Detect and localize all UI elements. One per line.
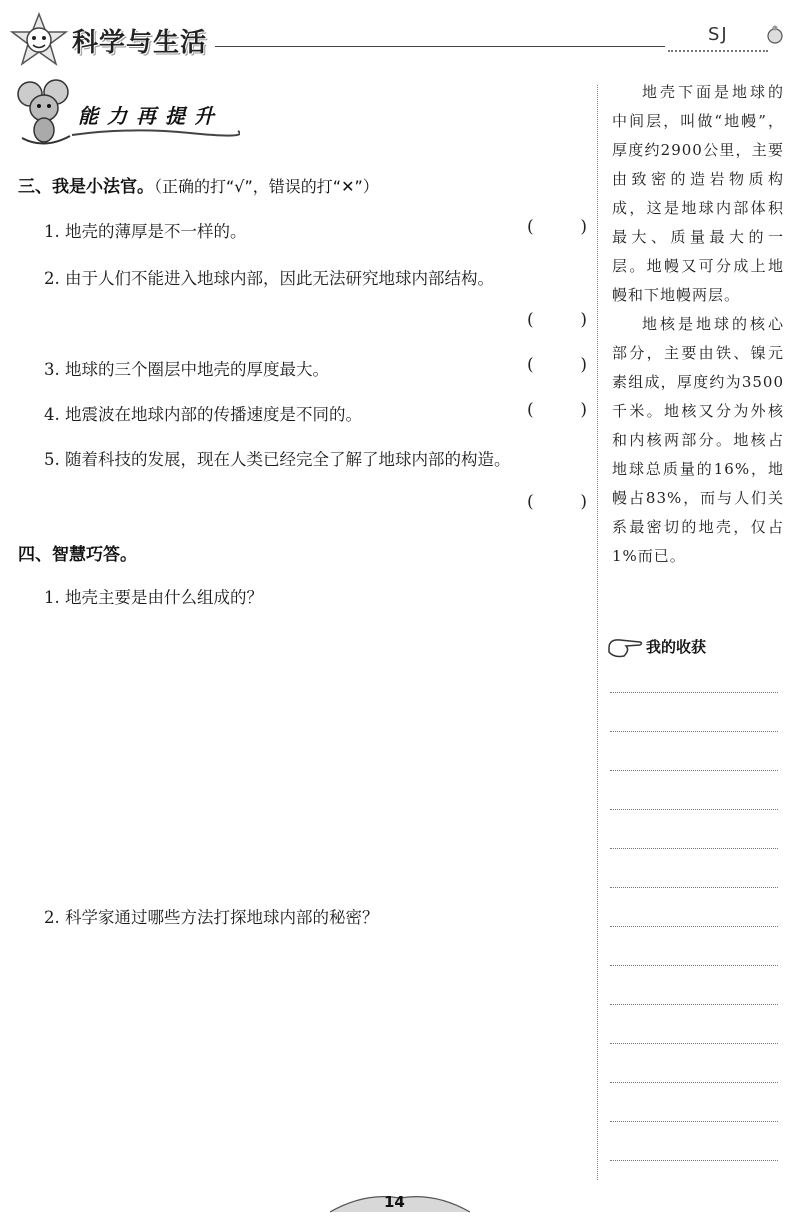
header-dotted-rule: [668, 50, 768, 52]
section-3-heading: [18, 172, 379, 197]
harvest-title: 我的收获: [646, 638, 707, 656]
note-line[interactable]: [610, 926, 778, 927]
banner-underline: [70, 124, 240, 138]
header-title: 科学与生活: [72, 28, 208, 58]
note-line[interactable]: [610, 848, 778, 849]
note-line[interactable]: [610, 1043, 778, 1044]
answer-area-2[interactable]: [44, 934, 584, 1174]
note-line[interactable]: [610, 887, 778, 888]
pointing-hand-icon: [606, 636, 644, 660]
sidebar-reading: [612, 78, 784, 571]
column-divider: [597, 85, 598, 1180]
tf-item-1: 1. 地壳的薄厚是不一样的。: [44, 222, 247, 241]
section-banner-title: 能力再提升: [78, 104, 223, 128]
header-rule: [215, 46, 665, 47]
header-code: SJ: [708, 24, 729, 45]
section-4-heading: 四、智慧巧答。: [18, 545, 137, 565]
note-line[interactable]: [610, 1004, 778, 1005]
answer-area-1[interactable]: [44, 612, 584, 892]
answer-blank-4[interactable]: ( ): [527, 400, 587, 420]
sidebar-paragraph-core: 地核是地球的核心部分，主要由铁、镍元素组成，厚度约为3500千米。地核又分为外核和内核两部分。地核占地球总质量的16%，地幔占83%，而与人们关系最密切的地壳，仅占1%而已。: [612, 315, 784, 565]
section-3-instruction: （正确的打“√”，错误的打“✕”）: [154, 177, 379, 196]
page-number: 14: [384, 1193, 405, 1211]
note-line[interactable]: [610, 731, 778, 732]
answer-blank-2[interactable]: ( ): [527, 310, 587, 330]
tf-item-2: 2. 由于人们不能进入地球内部，因此无法研究地球内部结构。: [44, 269, 494, 288]
section-3-title: 三、我是小法官。: [18, 177, 154, 197]
note-line[interactable]: [610, 965, 778, 966]
mascot-logo: [8, 12, 70, 70]
note-line[interactable]: [610, 692, 778, 693]
note-line[interactable]: [610, 1082, 778, 1083]
tf-item-5: 5. 随着科技的发展，现在人类已经完全了解了地球内部的构造。: [44, 450, 511, 469]
note-line[interactable]: [610, 770, 778, 771]
note-line[interactable]: [610, 809, 778, 810]
answer-blank-3[interactable]: ( ): [527, 355, 587, 375]
question-1: 1. 地壳主要是由什么组成的？: [44, 588, 263, 607]
question-2: 2. 科学家通过哪些方法打探地球内部的秘密？: [44, 908, 379, 927]
answer-blank-5[interactable]: ( ): [527, 492, 587, 512]
tf-item-4: 4. 地震波在地球内部的传播速度是不同的。: [44, 405, 362, 424]
answer-blank-1[interactable]: ( ): [527, 217, 587, 237]
note-line[interactable]: [610, 1121, 778, 1122]
sidebar-paragraph-mantle: 地壳下面是地球的中间层，叫做“地幔”，厚度约2900公里，主要由致密的造岩物质构成，这是地球内部体积最大、质量最大的一层。地幔又可分成上地幔和下地幔两层。: [612, 83, 784, 304]
tf-item-3: 3. 地球的三个圈层中地壳的厚度最大。: [44, 360, 329, 379]
note-line[interactable]: [610, 1160, 778, 1161]
mouse-icon: [14, 78, 76, 148]
ornament-icon: [764, 24, 786, 46]
